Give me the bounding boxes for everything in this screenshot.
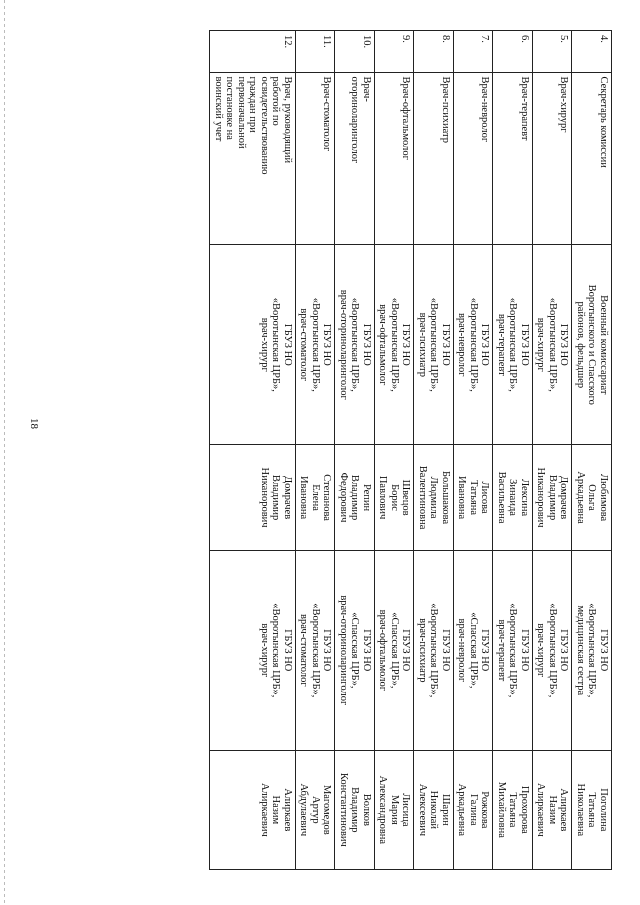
cell-line: Лексина: [519, 479, 530, 517]
cell-line: Владимир: [547, 474, 558, 521]
cell-line: Прохорова: [519, 785, 530, 834]
cell-line: Аркадьевна: [575, 471, 586, 524]
cell-line: ГБУЗ НО: [282, 323, 293, 366]
position-cell: [533, 72, 573, 245]
cell-line: граждан при: [247, 76, 259, 133]
main-name-cell: [454, 445, 494, 551]
reserve-name-cell: [210, 750, 296, 869]
cell-line: ГБУЗ НО: [400, 323, 412, 366]
cell-line: Врач-стоматолог: [321, 76, 333, 152]
main-org-cell: [533, 245, 573, 445]
reserve-org-cell: [493, 551, 533, 751]
cell-line: «Воротынская ЦРБ»,: [270, 297, 282, 392]
cell-line: Владимир: [349, 787, 361, 833]
cell-line: врач-терапевт: [496, 313, 507, 376]
cell-line: ГБУЗ НО: [361, 323, 372, 366]
cell-line: ГБУЗ НО: [321, 629, 333, 672]
cell-line: «Воротынская ЦРБ»,: [310, 297, 321, 392]
table-row: [296, 31, 336, 870]
cell-line: Врач-терапевт: [519, 76, 530, 141]
main-org-cell: [414, 245, 454, 445]
cell-line: врач-невролог: [456, 312, 468, 377]
cell-line: «Воротынская ЦРБ»,: [547, 297, 558, 392]
cell-line: Борис: [389, 484, 400, 511]
row-number: 6.: [493, 31, 533, 73]
table-row: [572, 31, 612, 870]
cell-line: Врач-хирург: [558, 76, 570, 133]
cell-line: Волков: [361, 793, 372, 826]
cell-line: Федорович: [338, 472, 349, 523]
cell-line: «Воротынская ЦРБ»,: [507, 297, 519, 392]
cell-line: Домрачев: [558, 475, 570, 520]
table-row: [493, 31, 533, 870]
position-cell: [210, 72, 296, 245]
cell-line: районов, фельдшер: [575, 301, 586, 389]
rotated-table-container: [52, 30, 612, 870]
cell-line: Валентиновна: [417, 465, 428, 530]
cell-line: «Воротынская ЦРБ»,: [270, 603, 282, 698]
cell-line: врач-хирург: [535, 623, 547, 678]
reserve-org-cell: [296, 551, 336, 751]
cell-line: ГБУЗ НО: [361, 629, 372, 672]
cell-line: Ивановна: [456, 475, 468, 520]
row-number: 12.: [210, 31, 296, 73]
cell-line: Шарин: [440, 793, 451, 826]
cell-line: ГБУЗ НО: [558, 629, 570, 672]
cell-line: Ивановна: [298, 475, 310, 520]
position-cell: [335, 72, 375, 245]
cell-line: врач-терапевт: [496, 619, 507, 682]
cell-line: врач-оториноларинголог: [338, 289, 349, 400]
position-cell: [493, 72, 533, 245]
cell-line: Лисица: [400, 793, 412, 827]
reserve-org-cell: [454, 551, 494, 751]
cell-line: работой по: [270, 76, 282, 126]
cell-line: Татьяна: [507, 792, 519, 828]
commission-table: [210, 30, 613, 870]
cell-line: ГБУЗ НО: [519, 629, 530, 672]
cell-line: Михайловна: [496, 781, 507, 838]
cell-line: врач-хирург: [535, 317, 547, 372]
cell-line: врач-офтальмолог: [377, 609, 389, 692]
table-row: [375, 31, 415, 870]
cell-line: Поголина: [598, 788, 609, 832]
table-row: [454, 31, 494, 870]
cell-line: освидетельствованию: [259, 76, 270, 175]
cell-line: Воротынского и Спасского: [586, 284, 598, 405]
main-name-cell: [375, 445, 415, 551]
main-name-cell: [533, 445, 573, 551]
main-name-cell: [210, 445, 296, 551]
main-name-cell: [414, 445, 454, 551]
cell-line: Людмила: [428, 476, 440, 519]
cell-line: ГБУЗ НО: [479, 323, 491, 366]
reserve-name-cell: [493, 750, 533, 869]
cell-line: Врач-психиатр: [440, 76, 451, 143]
cell-line: врач-психиатр: [417, 618, 428, 683]
reserve-name-cell: [572, 750, 612, 869]
cell-line: Назим: [547, 795, 558, 825]
cell-line: Любимова: [598, 473, 609, 522]
cell-line: ГБУЗ НО: [598, 629, 609, 672]
cell-line: Ольга: [586, 484, 598, 511]
cell-line: Александровна: [377, 775, 389, 845]
reserve-name-cell: [533, 750, 573, 869]
cell-line: Галина: [468, 793, 479, 826]
cell-line: Алексеевич: [417, 783, 428, 836]
cell-line: Константинович: [338, 772, 349, 847]
cell-line: «Воротынская ЦРБ»,: [349, 297, 361, 392]
cell-line: «Воротынская ЦРБ»,: [310, 603, 321, 698]
cell-line: Степанова: [321, 474, 333, 521]
cell-line: постановке на: [224, 76, 236, 140]
cell-line: Алиркаев: [282, 788, 293, 832]
cell-line: Мария: [389, 794, 400, 825]
cell-line: «Воротынская ЦРБ»,: [586, 603, 598, 698]
reserve-name-cell: [296, 750, 336, 869]
cell-line: Военный комиссариат: [598, 295, 609, 395]
cell-line: оториноларинголог: [349, 76, 361, 164]
commission-table-body: [210, 31, 612, 870]
main-name-cell: [335, 445, 375, 551]
reserve-name-cell: [454, 750, 494, 869]
position-cell: [572, 72, 612, 245]
cell-line: «Воротынская ЦРБ»,: [428, 603, 440, 698]
main-org-cell: [572, 245, 612, 445]
cell-line: Алиркаев: [558, 788, 570, 832]
reserve-name-cell: [414, 750, 454, 869]
cell-line: «Воротынская ЦРБ»,: [507, 603, 519, 698]
cell-line: ГБУЗ НО: [440, 323, 451, 366]
cell-line: Елена: [310, 484, 321, 511]
cell-line: врач-стоматолог: [298, 613, 310, 687]
main-org-cell: [210, 245, 296, 445]
cell-line: первоначальной: [236, 76, 247, 149]
cell-line: ГБУЗ НО: [479, 629, 491, 672]
table-row: [335, 31, 375, 870]
cell-line: Алиркаевич: [535, 782, 547, 837]
position-cell: [296, 72, 336, 245]
row-number: 7.: [454, 31, 494, 73]
main-name-cell: [572, 445, 612, 551]
cell-line: Татьяна: [586, 792, 598, 828]
main-org-cell: [335, 245, 375, 445]
cell-line: врач-офтальмолог: [377, 304, 389, 386]
cell-line: Репин: [361, 483, 372, 512]
cell-line: Павлович: [377, 475, 389, 520]
main-org-cell: [375, 245, 415, 445]
cell-line: Врач-: [361, 76, 372, 102]
cell-line: Николаевна: [575, 783, 586, 837]
cell-line: Магомедов: [321, 784, 333, 835]
position-cell: [375, 72, 415, 245]
cell-line: врач-хирург: [259, 623, 270, 678]
main-org-cell: [493, 245, 533, 445]
reserve-org-cell: [533, 551, 573, 751]
cell-line: Владимир: [349, 474, 361, 521]
cell-line: «Спасская ЦРБ»,: [389, 612, 400, 689]
position-cell: [414, 72, 454, 245]
cell-line: Рожкова: [479, 791, 491, 829]
reserve-org-cell: [414, 551, 454, 751]
cell-line: ГБУЗ НО: [440, 629, 451, 672]
table-row: [210, 31, 296, 870]
main-name-cell: [493, 445, 533, 551]
cell-line: Алиркаевич: [259, 782, 270, 837]
reserve-org-cell: [210, 551, 296, 751]
cell-line: Врач, руководящий: [282, 76, 293, 164]
cell-line: врач-психиатр: [417, 312, 428, 377]
reserve-org-cell: [375, 551, 415, 751]
row-number: 10.: [335, 31, 375, 73]
page-number: 18: [28, 418, 40, 429]
cell-line: ГБУЗ НО: [400, 629, 412, 672]
cell-line: «Воротынская ЦРБ»,: [547, 603, 558, 698]
cell-line: Назим: [270, 795, 282, 825]
cell-line: воинский учет: [213, 76, 224, 142]
cell-line: «Воротынская ЦРБ»,: [468, 297, 479, 392]
cell-line: Врач-офтальмолог: [400, 76, 412, 160]
table-row: [533, 31, 573, 870]
main-org-cell: [454, 245, 494, 445]
table-row: [414, 31, 454, 870]
reserve-org-cell: [572, 551, 612, 751]
cell-line: ГБУЗ НО: [282, 629, 293, 672]
row-number: 11.: [296, 31, 336, 73]
cell-line: ГБУЗ НО: [321, 323, 333, 366]
cell-line: ГБУЗ НО: [558, 323, 570, 366]
row-number: 8.: [414, 31, 454, 73]
cell-line: врач-невролог: [456, 618, 468, 683]
page-edge: [4, 0, 5, 905]
cell-line: ГБУЗ НО: [519, 323, 530, 366]
cell-line: Татьяна: [468, 480, 479, 516]
cell-line: Домрачев: [282, 475, 293, 520]
main-org-cell: [296, 245, 336, 445]
cell-line: Большакова: [440, 470, 451, 525]
main-name-cell: [296, 445, 336, 551]
cell-line: «Спасская ЦРБ»,: [349, 612, 361, 689]
cell-line: Аркадьевна: [456, 783, 468, 837]
cell-line: Владимир: [270, 474, 282, 521]
cell-line: Зинаида: [507, 479, 519, 516]
position-cell: [454, 72, 494, 245]
cell-line: Швецов: [400, 479, 412, 516]
cell-line: «Воротынская ЦРБ»,: [389, 297, 400, 392]
cell-line: «Воротынская ЦРБ»,: [428, 297, 440, 392]
cell-line: Никанорович: [259, 467, 270, 528]
cell-line: врач-оториноларинголог: [338, 595, 349, 706]
row-number: 4.: [572, 31, 612, 73]
cell-line: Васильевна: [496, 471, 507, 524]
row-number: 5.: [533, 31, 573, 73]
cell-line: Лисова: [479, 481, 491, 514]
cell-line: Врач-невролог: [479, 76, 491, 143]
cell-line: «Спасская ЦРБ»,: [468, 612, 479, 689]
cell-line: врач-стоматолог: [298, 308, 310, 382]
cell-line: медицинская сестра: [575, 605, 586, 696]
cell-line: врач-хирург: [259, 317, 270, 372]
cell-line: Абдулаевич: [298, 783, 310, 837]
cell-line: Секретарь комиссии: [598, 76, 609, 168]
row-number: 9.: [375, 31, 415, 73]
cell-line: Артур: [310, 796, 321, 824]
reserve-org-cell: [335, 551, 375, 751]
reserve-name-cell: [335, 750, 375, 869]
reserve-name-cell: [375, 750, 415, 869]
cell-line: Никанорович: [535, 467, 547, 528]
cell-line: Николай: [428, 790, 440, 830]
